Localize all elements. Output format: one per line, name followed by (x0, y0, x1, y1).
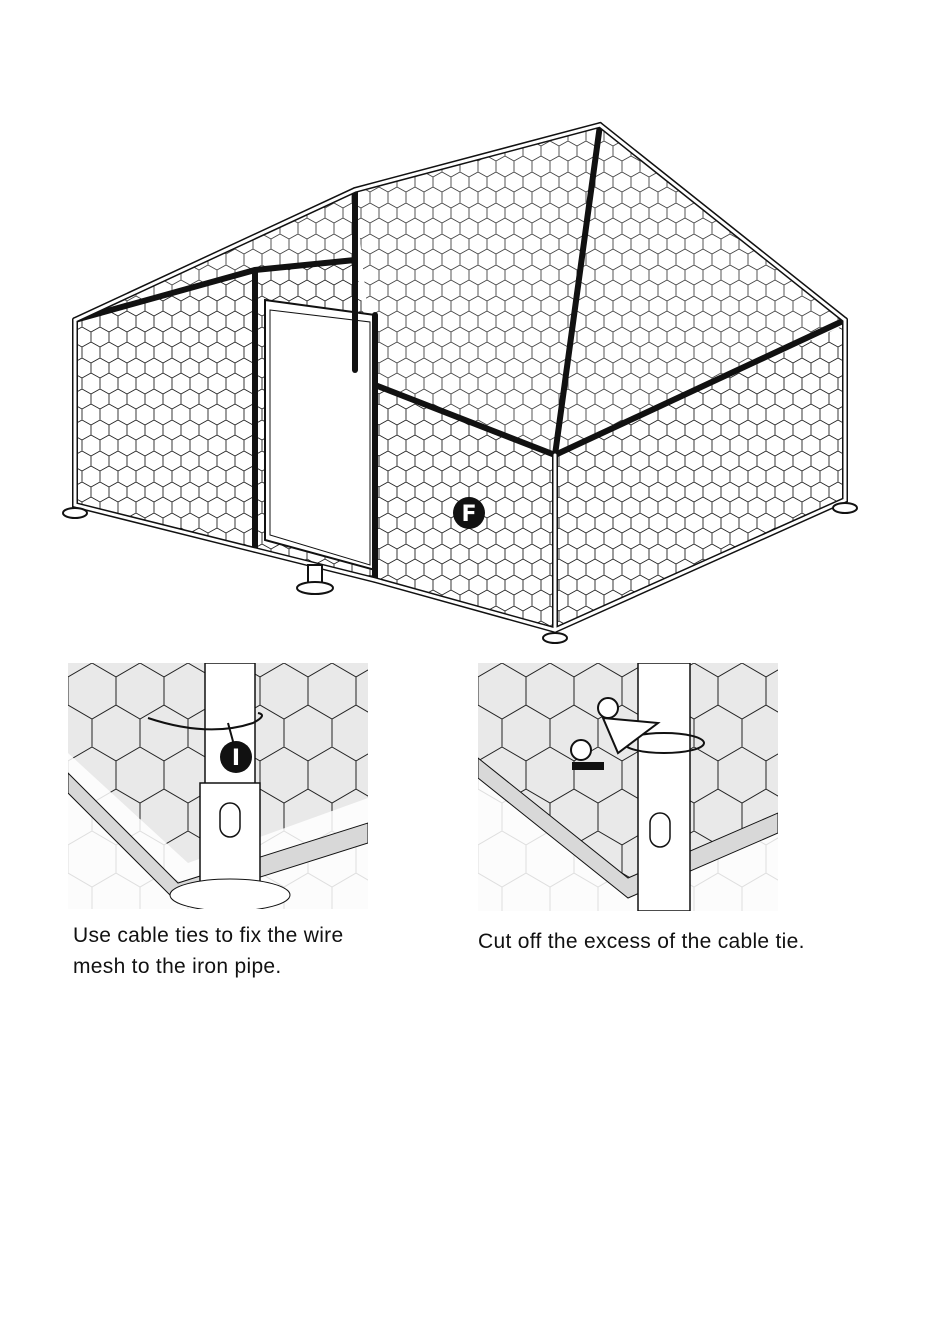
part-label-i: I (231, 746, 241, 771)
door-opening (265, 300, 375, 570)
detail-cut-cable-tie (478, 663, 778, 911)
detail-cable-tie-fix (68, 663, 368, 909)
part-callout-f (453, 497, 485, 529)
step-caption-cut-excess: Cut off the excess of the cable tie. (478, 930, 805, 953)
step-caption-fix-mesh: Use cable ties to fix the wire mesh to the iron pipe. (73, 924, 344, 978)
enclosure-assembly-illustration (55, 110, 875, 655)
part-label-f: F (461, 502, 477, 527)
